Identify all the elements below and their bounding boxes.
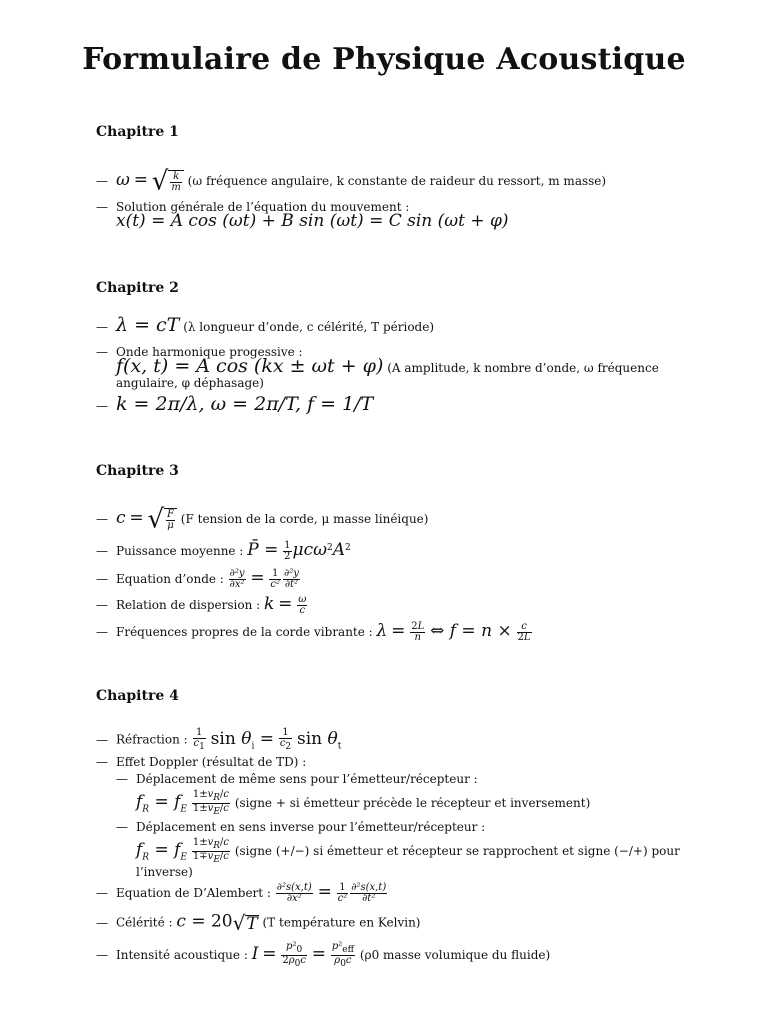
- ch1-item-solution: — Solution générale de l’équation du mouvement : x(t) = A cos (ωt) + B sin (ωt) = C sin (ωt + φ): [96, 200, 696, 229]
- ch2-item-lambda: — λ = cT (λ longueur d’onde, c célérité, T période): [96, 314, 435, 336]
- ch3-equation-label: Equation d’onde :: [116, 572, 224, 586]
- ch4-item-doppler-meme-sens: — Déplacement de même sens pour l’émetteur/récepteur : $f_R = f_E$ $\frac{1\pm v_R/c}{1\pm v_E/c}$ (signe + si émetteur précède le récepteur et inversement): [116, 772, 591, 817]
- ch1-solution-formula: x(t) = A cos (ωt) + B sin (ωt) = C sin (ωt + φ): [116, 211, 509, 231]
- ch4-item-dalembert: — Equation de D’Alembert : $\frac{\text{∂²s(x,t)}}{\text{∂x²}}$ = $\frac{1}{\text{c²}}$ $\frac{\text{∂²s(x,t)}}{\text{∂t²}}$: [96, 882, 387, 904]
- ch3-item-frequences: — Fréquences propres de la corde vibrante : λ = $\frac{2L}{n}$ ⇔ f = n × $\frac{c}{2L}$: [96, 621, 531, 643]
- ch3-item-equation: — Equation d’onde : $\frac{\text{∂²y}}{\text{∂x²}}$ = $\frac{1}{\text{c²}}$ $\frac{\text{∂²y}}{\text{∂t²}}$: [96, 568, 299, 590]
- ch1-item-omega: — ω = √ $\frac{k}{m}$ (ω fréquence angulaire, k constante de raideur du ressort, m masse): [96, 166, 607, 197]
- ch2-onde-desc: (A amplitude, k nombre d’onde, ω fréquence angulaire, φ déphasage): [116, 361, 659, 390]
- ch4-doppler-label: Effet Doppler (résultat de TD) :: [116, 755, 307, 769]
- ch4-item-doppler-sens-inverse: — Déplacement en sens inverse pour l’émetteur/récepteur : $f_R = f_E$ $\frac{1\pm v_R/c}{1\mp v_E/c}$ (signe (+/−) si émetteur et récepteur se rapprochent et signe (−/+) pour l’inverse): [116, 820, 680, 880]
- ch2-relations-formula: k = 2π/λ, ω = 2π/T, f = 1/T: [116, 393, 374, 415]
- chapter-3-heading: Chapitre 3: [96, 463, 179, 479]
- ch4-sens-inverse-label: Déplacement en sens inverse pour l’émetteur/récepteur :: [136, 820, 486, 834]
- ch2-item-relations: — k = 2π/λ, ω = 2π/T, f = 1/T: [96, 393, 374, 415]
- ch2-lambda-formula: λ = cT: [116, 314, 180, 336]
- ch4-item-celerite: — Célérité : c = 20√T (T température en Kelvin): [96, 911, 421, 935]
- ch3-dispersion-label: Relation de dispersion :: [116, 598, 261, 612]
- ch4-meme-sens-label: Déplacement de même sens pour l’émetteur/récepteur :: [136, 772, 478, 786]
- ch1-solution-label: Solution générale de l’équation du mouvement :: [116, 200, 410, 214]
- ch4-sens-inverse-desc: (signe (+/−) si émetteur et récepteur se rapprochent et signe (−/+) pour l’inverse): [136, 844, 680, 880]
- ch3-item-puissance: — Puissance moyenne : P̄ = $\frac{1}{2}$ $\mu c\omega^2A^2$: [96, 540, 351, 562]
- ch4-dalembert-label: Equation de D’Alembert :: [116, 886, 271, 900]
- ch4-meme-sens-desc: (signe + si émetteur précède le récepteur et inversement): [234, 796, 591, 810]
- ch3-frequences-label: Fréquences propres de la corde vibrante :: [116, 625, 373, 639]
- chapter-4-heading: Chapitre 4: [96, 688, 179, 704]
- ch2-item-onde: — Onde harmonique progessive : f(x, t) = A cos (kx ± ωt + φ) (A amplitude, k nombre d’onde, ω fréquence angulaire, φ déphasage): [96, 345, 659, 390]
- ch3-puissance-label: Puissance moyenne :: [116, 544, 244, 558]
- page-title: Formulaire de Physique Acoustique: [82, 42, 686, 77]
- ch4-intensite-label: Intensité acoustique :: [116, 948, 248, 962]
- ch3-celerite-desc: (F tension de la corde, μ masse linéique): [180, 512, 429, 526]
- ch4-item-intensite: — Intensité acoustique : I = $\frac{p^2_0}{2\rho_0c}$ = $\frac{p^2_{eff}}{\rho_0c}$ (ρ0 masse volumique du fluide): [96, 941, 551, 969]
- ch4-celerite-label: Célérité :: [116, 915, 173, 930]
- ch2-onde-formula: f(x, t) = A cos (kx ± ωt + φ): [116, 355, 384, 377]
- ch3-item-celerite: — c = √ $\frac{F}{\mu}$ (F tension de la corde, μ masse linéique): [96, 504, 429, 535]
- ch4-item-refraction: — Réfraction : $\frac{1}{c_1}$ $\sin \theta_i$ = $\frac{1}{c_2}$ $\sin \theta_t$: [96, 727, 342, 752]
- ch2-onde-label: Onde harmonique progessive :: [116, 345, 303, 359]
- ch3-item-dispersion: — Relation de dispersion : k = $\frac{\omega}{c}$: [96, 594, 307, 616]
- chapter-2-heading: Chapitre 2: [96, 280, 179, 296]
- chapter-1-heading: Chapitre 1: [96, 124, 179, 140]
- ch4-intensite-desc: (ρ0 masse volumique du fluide): [359, 948, 551, 962]
- ch2-lambda-desc: (λ longueur d’onde, c célérité, T période): [183, 320, 435, 334]
- ch4-item-doppler: — Effet Doppler (résultat de TD) :: [96, 755, 307, 769]
- ch4-celerite-desc: (T température en Kelvin): [262, 915, 421, 930]
- ch1-omega-desc: (ω fréquence angulaire, k constante de raideur du ressort, m masse): [187, 174, 607, 188]
- ch4-refraction-label: Réfraction :: [116, 732, 188, 747]
